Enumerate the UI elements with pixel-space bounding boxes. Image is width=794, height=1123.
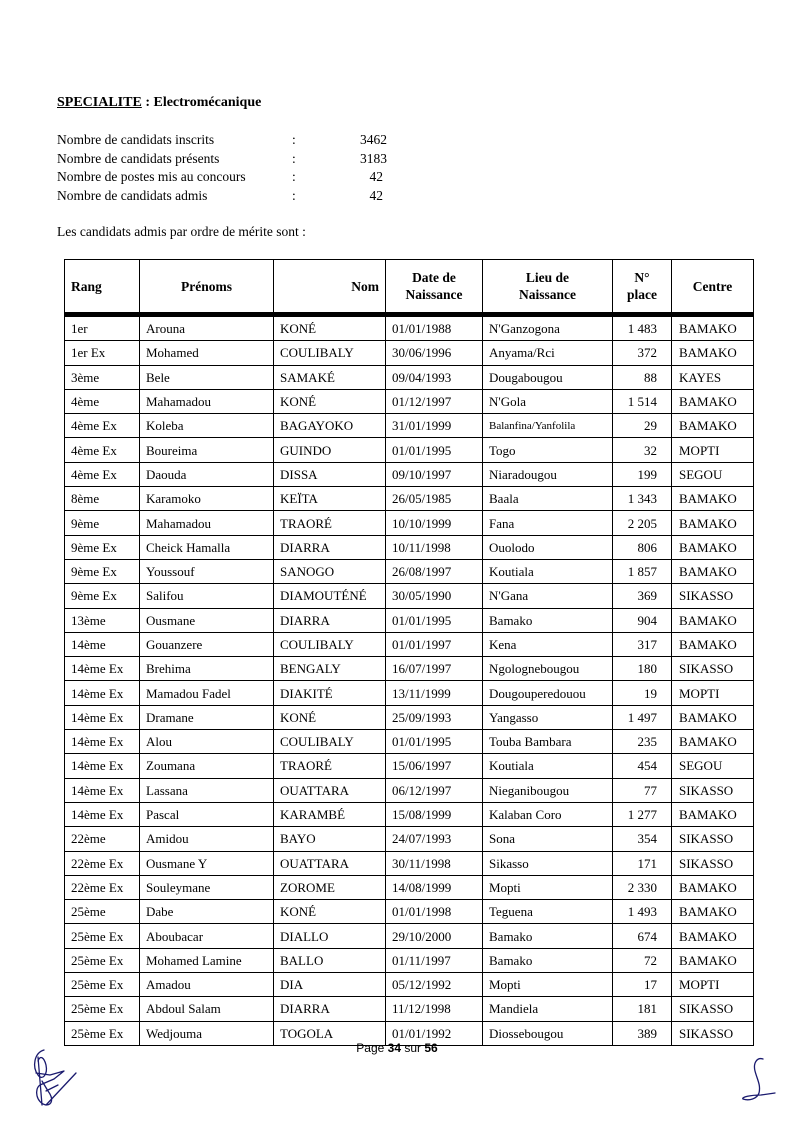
page-of-word: sur: [404, 1041, 422, 1055]
cell-centre: SIKASSO: [672, 657, 754, 681]
table-row: [65, 341, 754, 365]
cell-prenoms: Bele: [140, 365, 274, 389]
cell-num-place: 372: [613, 341, 672, 365]
table-row: [65, 608, 754, 632]
cell-lieu-naissance: Togo: [483, 438, 613, 462]
cell-lieu-naissance: N'Gana: [483, 584, 613, 608]
page-current: 34: [387, 1041, 401, 1055]
cell-lieu-naissance: Dougabougou: [483, 365, 613, 389]
cell-lieu-naissance: Ouolodo: [483, 535, 613, 559]
cell-num-place: 32: [613, 438, 672, 462]
cell-date-naissance: 14/08/1999: [386, 875, 483, 899]
header-date-line1: Date de: [412, 270, 456, 285]
stat-label: Nombre de candidats présents: [57, 150, 220, 166]
cell-rang: 14ème Ex: [65, 681, 140, 705]
cell-nom: KARAMBÉ: [274, 802, 386, 826]
table-header-row: [65, 260, 754, 315]
cell-rang: 14ème Ex: [65, 730, 140, 754]
cell-num-place: 369: [613, 584, 672, 608]
cell-num-place: 1 514: [613, 389, 672, 413]
header-centre: Centre: [672, 260, 754, 315]
cell-lieu-naissance: Bamako: [483, 924, 613, 948]
cell-nom: ZOROME: [274, 875, 386, 899]
cell-prenoms: Mamadou Fadel: [140, 681, 274, 705]
cell-centre: BAMAKO: [672, 414, 754, 438]
header-lieu-naissance: [483, 260, 613, 315]
cell-centre: BAMAKO: [672, 705, 754, 729]
cell-date-naissance: 01/01/1995: [386, 438, 483, 462]
cell-lieu-naissance: Ngolognebougou: [483, 657, 613, 681]
table-body: [65, 315, 754, 1046]
cell-date-naissance: 30/11/1998: [386, 851, 483, 875]
cell-nom: COULIBALY: [274, 632, 386, 656]
cell-prenoms: Mohamed: [140, 341, 274, 365]
cell-nom: SANOGO: [274, 559, 386, 583]
cell-centre: KAYES: [672, 365, 754, 389]
stat-colon: :: [292, 150, 296, 166]
cell-rang: 14ème Ex: [65, 802, 140, 826]
cell-date-naissance: 06/12/1997: [386, 778, 483, 802]
cell-date-naissance: 01/01/1995: [386, 730, 483, 754]
cell-centre: SIKASSO: [672, 851, 754, 875]
cell-lieu-naissance: Mopti: [483, 875, 613, 899]
table-row: [65, 875, 754, 899]
cell-prenoms: Daouda: [140, 462, 274, 486]
cell-nom: DIAKITÉ: [274, 681, 386, 705]
cell-date-naissance: 24/07/1993: [386, 827, 483, 851]
cell-date-naissance: 30/05/1990: [386, 584, 483, 608]
cell-rang: 22ème Ex: [65, 875, 140, 899]
cell-centre: BAMAKO: [672, 535, 754, 559]
cell-centre: SEGOU: [672, 462, 754, 486]
header-date-line2: Naissance: [405, 287, 463, 302]
page-total: 56: [424, 1041, 438, 1055]
cell-centre: BAMAKO: [672, 632, 754, 656]
cell-num-place: 199: [613, 462, 672, 486]
cell-centre: BAMAKO: [672, 559, 754, 583]
stat-value: 42: [369, 187, 383, 203]
table-row: [65, 414, 754, 438]
cell-rang: 9ème Ex: [65, 584, 140, 608]
cell-centre: BAMAKO: [672, 315, 754, 341]
cell-nom: DIARRA: [274, 608, 386, 632]
cell-rang: 14ème Ex: [65, 778, 140, 802]
cell-prenoms: Karamoko: [140, 487, 274, 511]
cell-centre: MOPTI: [672, 973, 754, 997]
cell-rang: 1er Ex: [65, 341, 140, 365]
cell-num-place: 171: [613, 851, 672, 875]
cell-lieu-naissance: Fana: [483, 511, 613, 535]
table-row: [65, 462, 754, 486]
cell-date-naissance: 01/12/1997: [386, 389, 483, 413]
cell-num-place: 1 343: [613, 487, 672, 511]
cell-nom: TRAORÉ: [274, 754, 386, 778]
header-date-naissance: [386, 260, 483, 315]
cell-rang: 1er: [65, 315, 140, 341]
cell-num-place: 88: [613, 365, 672, 389]
cell-nom: DIARRA: [274, 997, 386, 1021]
stat-label: Nombre de candidats inscrits: [57, 132, 215, 147]
cell-lieu-naissance: Sona: [483, 827, 613, 851]
cell-rang: 4ème Ex: [65, 414, 140, 438]
cell-centre: BAMAKO: [672, 924, 754, 948]
cell-prenoms: Dabe: [140, 900, 274, 924]
cell-nom: KONÉ: [274, 315, 386, 341]
cell-rang: 25ème Ex: [65, 1021, 140, 1045]
cell-nom: GUINDO: [274, 438, 386, 462]
cell-date-naissance: 10/11/1998: [386, 535, 483, 559]
table-row: [65, 535, 754, 559]
cell-lieu-naissance: Yangasso: [483, 705, 613, 729]
cell-date-naissance: 09/10/1997: [386, 462, 483, 486]
cell-prenoms: Lassana: [140, 778, 274, 802]
cell-prenoms: Gouanzere: [140, 632, 274, 656]
signature-right: [735, 1055, 785, 1110]
cell-lieu-naissance: Koutiala: [483, 754, 613, 778]
cell-rang: 9ème: [65, 511, 140, 535]
cell-centre: SIKASSO: [672, 584, 754, 608]
cell-date-naissance: 11/12/1998: [386, 997, 483, 1021]
cell-centre: SIKASSO: [672, 1021, 754, 1045]
table-row: [65, 997, 754, 1021]
cell-rang: 4ème Ex: [65, 462, 140, 486]
table-row: [65, 754, 754, 778]
stat-colon: :: [292, 132, 296, 147]
table-row: [65, 973, 754, 997]
stats-block: [57, 132, 387, 206]
table-row: [65, 584, 754, 608]
cell-rang: 22ème Ex: [65, 851, 140, 875]
cell-rang: 25ème Ex: [65, 997, 140, 1021]
table-row: [65, 657, 754, 681]
cell-centre: BAMAKO: [672, 389, 754, 413]
cell-date-naissance: 01/11/1997: [386, 948, 483, 972]
cell-nom: DIALLO: [274, 924, 386, 948]
cell-prenoms: Salifou: [140, 584, 274, 608]
header-num-place: [613, 260, 672, 315]
specialite-label: SPECIALITE: [57, 95, 142, 110]
cell-rang: 25ème Ex: [65, 948, 140, 972]
cell-prenoms: Zoumana: [140, 754, 274, 778]
cell-prenoms: Aboubacar: [140, 924, 274, 948]
page-footer: [0, 1041, 794, 1055]
cell-date-naissance: 01/01/1997: [386, 632, 483, 656]
cell-centre: BAMAKO: [672, 511, 754, 535]
cell-date-naissance: 01/01/1992: [386, 1021, 483, 1045]
cell-date-naissance: 01/01/1995: [386, 608, 483, 632]
stat-row-inscrits: [57, 132, 387, 151]
header-rang: Rang: [65, 260, 140, 315]
cell-prenoms: Amadou: [140, 973, 274, 997]
table-row: [65, 438, 754, 462]
cell-centre: BAMAKO: [672, 802, 754, 826]
cell-nom: SAMAKÉ: [274, 365, 386, 389]
cell-lieu-naissance: Sikasso: [483, 851, 613, 875]
cell-lieu-naissance: N'Ganzogona: [483, 315, 613, 341]
cell-date-naissance: 10/10/1999: [386, 511, 483, 535]
cell-nom: BALLO: [274, 948, 386, 972]
cell-num-place: 1 857: [613, 559, 672, 583]
cell-num-place: 2 205: [613, 511, 672, 535]
cell-rang: 25ème Ex: [65, 973, 140, 997]
cell-num-place: 19: [613, 681, 672, 705]
cell-nom: COULIBALY: [274, 341, 386, 365]
cell-date-naissance: 30/06/1996: [386, 341, 483, 365]
cell-nom: KONÉ: [274, 900, 386, 924]
stat-value: 3183: [360, 150, 387, 166]
table-row: [65, 924, 754, 948]
cell-lieu-naissance: Teguena: [483, 900, 613, 924]
cell-date-naissance: 13/11/1999: [386, 681, 483, 705]
cell-num-place: 674: [613, 924, 672, 948]
cell-lieu-naissance: Mopti: [483, 973, 613, 997]
table-row: [65, 802, 754, 826]
cell-num-place: 354: [613, 827, 672, 851]
cell-centre: BAMAKO: [672, 487, 754, 511]
cell-rang: 4ème: [65, 389, 140, 413]
cell-centre: BAMAKO: [672, 608, 754, 632]
page-word: Page: [356, 1041, 385, 1055]
header-nom: Nom: [274, 260, 386, 315]
cell-nom: KONÉ: [274, 389, 386, 413]
cell-centre: SEGOU: [672, 754, 754, 778]
cell-num-place: 454: [613, 754, 672, 778]
cell-nom: DIAMOUTÉNÉ: [274, 584, 386, 608]
cell-date-naissance: 29/10/2000: [386, 924, 483, 948]
cell-nom: OUATTARA: [274, 778, 386, 802]
cell-lieu-naissance: Diossebougou: [483, 1021, 613, 1045]
cell-centre: SIKASSO: [672, 997, 754, 1021]
cell-prenoms: Koleba: [140, 414, 274, 438]
cell-centre: SIKASSO: [672, 827, 754, 851]
cell-nom: OUATTARA: [274, 851, 386, 875]
cell-date-naissance: 15/08/1999: [386, 802, 483, 826]
cell-lieu-naissance: Dougouperedouou: [483, 681, 613, 705]
cell-date-naissance: 05/12/1992: [386, 973, 483, 997]
cell-num-place: 72: [613, 948, 672, 972]
cell-prenoms: Mahamadou: [140, 389, 274, 413]
cell-centre: BAMAKO: [672, 948, 754, 972]
cell-num-place: 235: [613, 730, 672, 754]
cell-date-naissance: 15/06/1997: [386, 754, 483, 778]
cell-num-place: 1 497: [613, 705, 672, 729]
cell-num-place: 17: [613, 973, 672, 997]
table-row: [65, 487, 754, 511]
cell-lieu-naissance: Baala: [483, 487, 613, 511]
cell-prenoms: Abdoul Salam: [140, 997, 274, 1021]
cell-prenoms: Youssouf: [140, 559, 274, 583]
stat-row-postes: [57, 169, 387, 188]
cell-prenoms: Arouna: [140, 315, 274, 341]
cell-rang: 22ème: [65, 827, 140, 851]
cell-nom: TOGOLA: [274, 1021, 386, 1045]
cell-nom: COULIBALY: [274, 730, 386, 754]
cell-prenoms: Brehima: [140, 657, 274, 681]
cell-rang: 14ème Ex: [65, 705, 140, 729]
cell-nom: BAGAYOKO: [274, 414, 386, 438]
specialite-value: Electromécanique: [153, 95, 262, 110]
cell-num-place: 1 483: [613, 315, 672, 341]
table-row: [65, 900, 754, 924]
cell-prenoms: Ousmane Y: [140, 851, 274, 875]
cell-lieu-naissance: Kalaban Coro: [483, 802, 613, 826]
cell-rang: 9ème Ex: [65, 559, 140, 583]
specialite-heading: [57, 95, 261, 111]
cell-date-naissance: 01/01/1998: [386, 900, 483, 924]
cell-lieu-naissance: Anyama/Rci: [483, 341, 613, 365]
cell-rang: 13ème: [65, 608, 140, 632]
cell-lieu-naissance: N'Gola: [483, 389, 613, 413]
cell-centre: MOPTI: [672, 438, 754, 462]
cell-num-place: 181: [613, 997, 672, 1021]
cell-lieu-naissance: Nieganibougou: [483, 778, 613, 802]
cell-date-naissance: 31/01/1999: [386, 414, 483, 438]
cell-prenoms: Mahamadou: [140, 511, 274, 535]
cell-num-place: 1 277: [613, 802, 672, 826]
cell-lieu-naissance: Mandiela: [483, 997, 613, 1021]
cell-rang: 25ème: [65, 900, 140, 924]
cell-prenoms: Amidou: [140, 827, 274, 851]
table-row: [65, 948, 754, 972]
cell-date-naissance: 01/01/1988: [386, 315, 483, 341]
cell-date-naissance: 26/08/1997: [386, 559, 483, 583]
table-row: [65, 705, 754, 729]
cell-num-place: 904: [613, 608, 672, 632]
cell-centre: BAMAKO: [672, 900, 754, 924]
cell-lieu-naissance: Bamako: [483, 948, 613, 972]
cell-prenoms: Alou: [140, 730, 274, 754]
cell-num-place: 29: [613, 414, 672, 438]
table-row: [65, 827, 754, 851]
cell-num-place: 2 330: [613, 875, 672, 899]
cell-nom: KONÉ: [274, 705, 386, 729]
header-lieu-line2: Naissance: [519, 287, 576, 302]
cell-num-place: 389: [613, 1021, 672, 1045]
header-lieu-line1: Lieu de: [525, 270, 570, 285]
cell-nom: BENGALY: [274, 657, 386, 681]
cell-centre: BAMAKO: [672, 730, 754, 754]
cell-centre: MOPTI: [672, 681, 754, 705]
cell-nom: KEÏTA: [274, 487, 386, 511]
header-place-line2: place: [627, 287, 657, 302]
cell-rang: 8ème: [65, 487, 140, 511]
cell-prenoms: Ousmane: [140, 608, 274, 632]
table-row: [65, 730, 754, 754]
cell-nom: DIA: [274, 973, 386, 997]
cell-centre: SIKASSO: [672, 778, 754, 802]
table-row: [65, 778, 754, 802]
cell-num-place: 77: [613, 778, 672, 802]
cell-rang: 9ème Ex: [65, 535, 140, 559]
cell-lieu-naissance: Kena: [483, 632, 613, 656]
cell-nom: BAYO: [274, 827, 386, 851]
cell-prenoms: Cheick Hamalla: [140, 535, 274, 559]
cell-prenoms: Boureima: [140, 438, 274, 462]
cell-date-naissance: 16/07/1997: [386, 657, 483, 681]
stat-value: 42: [369, 169, 383, 184]
table-row: [65, 851, 754, 875]
cell-centre: BAMAKO: [672, 875, 754, 899]
cell-lieu-naissance: Balanfina/Yanfolila: [483, 414, 613, 438]
stat-value: 3462: [360, 132, 387, 147]
cell-nom: TRAORÉ: [274, 511, 386, 535]
cell-centre: BAMAKO: [672, 341, 754, 365]
cell-rang: 3ème: [65, 365, 140, 389]
cell-num-place: 1 493: [613, 900, 672, 924]
cell-prenoms: Mohamed Lamine: [140, 948, 274, 972]
results-table: [64, 259, 754, 1046]
stat-label: Nombre de postes mis au concours: [57, 169, 246, 184]
table-row: [65, 315, 754, 341]
cell-rang: 14ème Ex: [65, 657, 140, 681]
header-place-line1: N°: [634, 270, 650, 285]
table-row: [65, 365, 754, 389]
stat-colon: :: [292, 187, 296, 203]
cell-num-place: 317: [613, 632, 672, 656]
cell-rang: 14ème: [65, 632, 140, 656]
stat-label: Nombre de candidats admis: [57, 187, 208, 203]
intro-text: Les candidats admis par ordre de mérite sont :: [57, 224, 306, 239]
cell-lieu-naissance: Touba Bambara: [483, 730, 613, 754]
cell-nom: DISSA: [274, 462, 386, 486]
cell-lieu-naissance: Bamako: [483, 608, 613, 632]
cell-prenoms: Pascal: [140, 802, 274, 826]
signature-left: [24, 1045, 94, 1115]
cell-num-place: 180: [613, 657, 672, 681]
table-row: [65, 511, 754, 535]
table-row: [65, 681, 754, 705]
cell-rang: 14ème Ex: [65, 754, 140, 778]
cell-date-naissance: 26/05/1985: [386, 487, 483, 511]
cell-date-naissance: 25/09/1993: [386, 705, 483, 729]
header-prenoms: Prénoms: [140, 260, 274, 315]
stat-row-presents: [57, 151, 387, 170]
cell-lieu-naissance: Niaradougou: [483, 462, 613, 486]
table-row: [65, 559, 754, 583]
cell-prenoms: Wedjouma: [140, 1021, 274, 1045]
cell-rang: 4ème Ex: [65, 438, 140, 462]
cell-prenoms: Souleymane: [140, 875, 274, 899]
stat-row-admis: [57, 188, 387, 207]
cell-nom: DIARRA: [274, 535, 386, 559]
table-row: [65, 389, 754, 413]
table-row: [65, 632, 754, 656]
cell-rang: 25ème Ex: [65, 924, 140, 948]
cell-lieu-naissance: Koutiala: [483, 559, 613, 583]
cell-prenoms: Dramane: [140, 705, 274, 729]
stat-colon: :: [292, 169, 296, 184]
specialite-separator: :: [141, 95, 154, 110]
cell-num-place: 806: [613, 535, 672, 559]
cell-date-naissance: 09/04/1993: [386, 365, 483, 389]
